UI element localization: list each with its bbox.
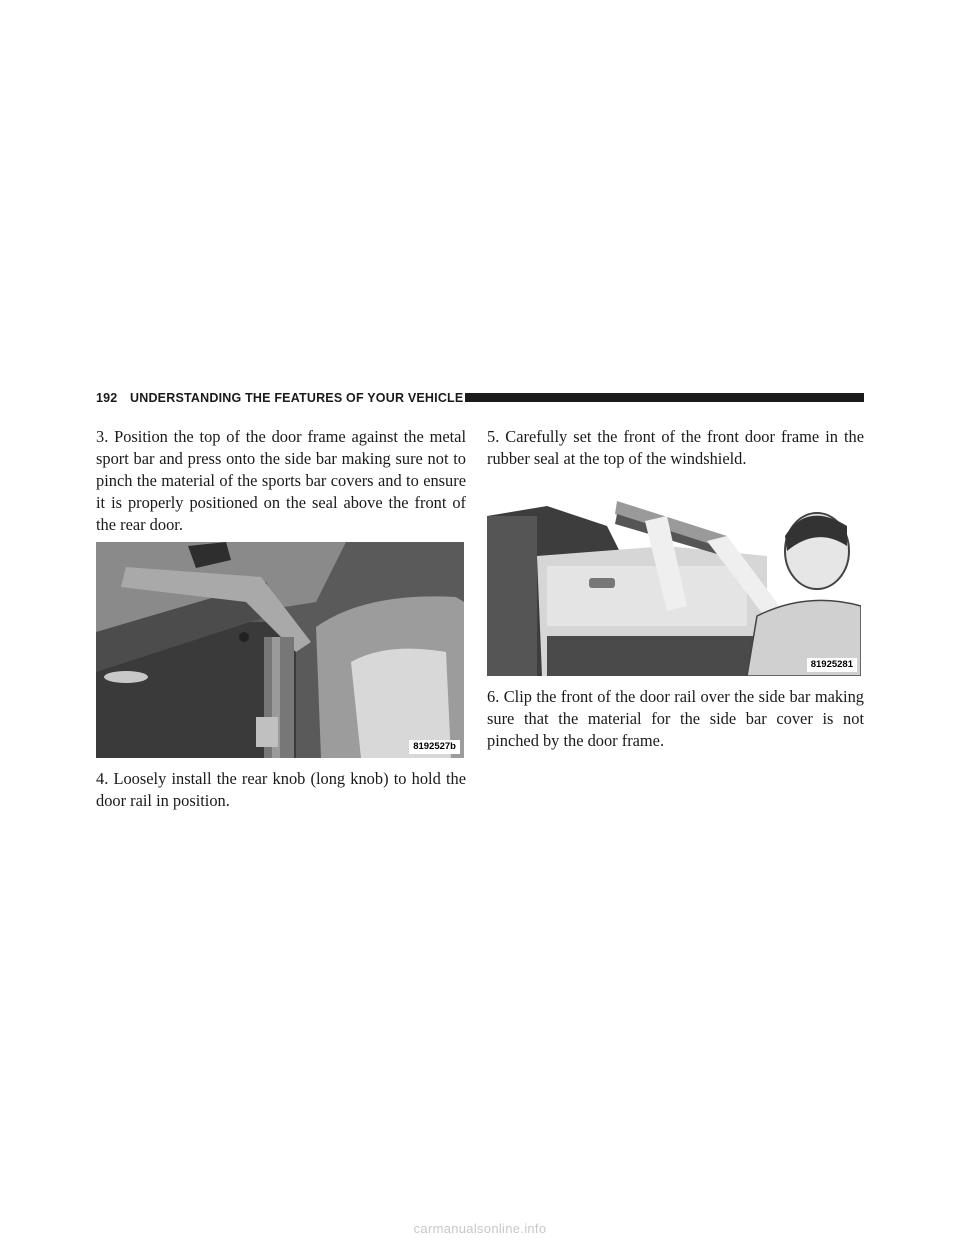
right-column (487, 426, 864, 752)
page-number: 192 (96, 391, 118, 405)
step-4-text: 4. Loosely install the rear knob (long knob) to hold the door rail in position. (96, 769, 466, 810)
windshield-illustration (487, 496, 861, 676)
left-column (96, 426, 466, 812)
step-6-text: 6. Clip the front of the door rail over the side bar making sure that the material for the side bar cover is not pinched by the door frame. (487, 687, 864, 750)
figure-code: 81925281 (807, 658, 857, 672)
step-5-text: 5. Carefully set the front of the front door frame in the rubber seal at the top of the windshield. (487, 427, 864, 468)
door-frame-illustration (96, 542, 464, 758)
figure-code: 8192527b (409, 740, 460, 754)
watermark: carmanualsonline.info (413, 1221, 547, 1236)
step-3-text: 3. Position the top of the door frame against the metal sport bar and press onto the side bar making sure not to pinch the material of the sports bar covers and to ensure it is properly positioned on the seal above the front of the rear door. (96, 427, 466, 534)
windshield-figure (487, 496, 861, 676)
door-frame-figure (96, 542, 464, 758)
section-title: UNDERSTANDING THE FEATURES OF YOUR VEHICLE (130, 391, 464, 405)
page-header (96, 387, 864, 411)
header-rule (465, 393, 864, 402)
